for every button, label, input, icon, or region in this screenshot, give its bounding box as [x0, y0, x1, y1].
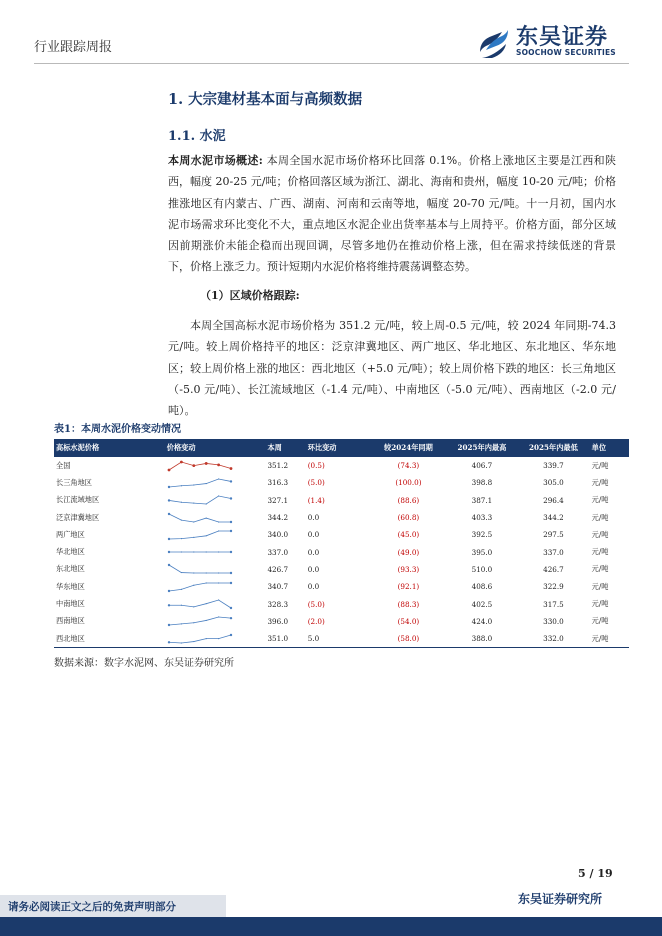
yoy-change: (100.0)	[395, 478, 422, 488]
table-row	[54, 543, 629, 560]
table-row	[54, 578, 629, 595]
year-high: 392.5	[471, 530, 493, 540]
region-name: 长三角地区	[56, 477, 92, 487]
logo-chinese-name: 东吴证券	[516, 25, 609, 50]
sparkline-line	[169, 635, 231, 643]
sparkline-point	[205, 483, 206, 484]
sparkline-point	[205, 582, 206, 583]
sparkline-point	[218, 521, 219, 522]
sparkline-point	[217, 463, 220, 466]
sparkline-chart	[167, 477, 233, 489]
yoy-change: (49.0)	[397, 547, 420, 557]
yoy-change: (93.3)	[397, 564, 420, 574]
wow-change: (1.4)	[307, 495, 325, 505]
sparkline-line	[169, 496, 231, 504]
sparkline-line	[169, 479, 231, 487]
sparkline-point	[168, 590, 170, 592]
region-name: 西北地区	[54, 630, 165, 648]
section-heading-1: 1. 大宗建材基本面与高频数据	[168, 91, 363, 108]
unit: 元/吨	[590, 630, 629, 648]
unit: 元/吨	[591, 547, 609, 557]
unit: 元/吨	[591, 564, 609, 574]
sparkline-point	[168, 624, 170, 626]
sparkline-chart	[167, 494, 233, 506]
price-sparkline	[165, 578, 266, 595]
sparkline-point	[229, 467, 232, 470]
price-sparkline	[165, 543, 266, 560]
sparkline-point	[205, 603, 206, 604]
unit: 元/吨	[591, 495, 609, 505]
overview-lead: 本周水泥市场概述:	[168, 154, 263, 167]
col-header-trend: 价格变动	[165, 439, 266, 457]
price-sparkline	[165, 595, 266, 612]
region-name: 华东地区	[56, 581, 85, 591]
table-caption: 表1：本周水泥价格变动情况	[54, 424, 181, 435]
sparkline-point	[181, 588, 182, 589]
week-price: 340.7	[267, 582, 289, 592]
footer-brand: 东吴证券研究所	[518, 892, 603, 906]
sparkline-point	[167, 468, 170, 471]
sparkline-point	[218, 478, 219, 479]
col-header-max: 2025年内最高	[447, 439, 517, 457]
region-name: 泛京津冀地区	[56, 512, 100, 522]
table-header-row	[54, 439, 629, 457]
sparkline-point	[193, 552, 194, 553]
year-high: 408.6	[471, 582, 493, 592]
sparkline-line	[169, 600, 231, 608]
col-header-yoy: 较2024年同期	[370, 439, 447, 457]
unit: 元/吨	[591, 477, 609, 487]
sparkline-line	[169, 462, 231, 470]
price-sparkline	[165, 474, 266, 491]
col-header-min: 2025年内最低	[517, 439, 590, 457]
price-sparkline	[165, 492, 266, 509]
year-low: 344.2	[543, 513, 564, 523]
yoy-change: (60.8)	[397, 513, 420, 523]
table-row	[54, 492, 629, 509]
sparkline-line	[169, 514, 231, 522]
sparkline-chart	[167, 512, 233, 524]
sparkline-point	[205, 535, 206, 536]
sparkline-point	[181, 519, 182, 520]
sparkline-point	[205, 620, 206, 621]
sparkline-point	[181, 642, 182, 643]
unit: 元/吨	[591, 616, 609, 626]
sparkline-point	[181, 485, 182, 486]
year-low: 305.0	[543, 478, 564, 488]
sparkline-point	[181, 502, 182, 503]
footer-bar	[0, 917, 662, 936]
sparkline-point	[218, 617, 219, 618]
unit: 元/吨	[591, 529, 609, 539]
sparkline-point	[230, 572, 232, 574]
year-low: 317.5	[543, 599, 564, 609]
sparkline-point	[193, 573, 194, 574]
year-low: 332.0	[517, 630, 590, 648]
region-name: 全国	[56, 460, 71, 470]
sparkline-point	[181, 538, 182, 539]
week-price: 351.0	[265, 630, 305, 648]
wow-change: 5.0	[306, 630, 370, 648]
sparkline-point	[192, 464, 195, 467]
sparkline-point	[230, 480, 232, 482]
unit: 元/吨	[591, 599, 609, 609]
year-high: 402.5	[471, 599, 493, 609]
wow-change: (5.0)	[307, 599, 325, 609]
wow-change: 0.0	[307, 564, 320, 574]
overview-text: 本周全国水泥市场价格环比回落 0.1%。价格上涨地区主要是江西和陕西，幅度 20-25 元/吨；价格回落区域为浙江、湖北、海南和贵州，幅度 10-20 元/吨；价格推涨地区有内蒙古、广西、湖南、河南和云南等地，幅度 20-70 元/吨。十一月初，国内水泥市场需求环比变化不大，重点地区水泥企业出货率基本与上周持平。价格方面，部分区域因前期涨价未能企稳而出现回调，尽管多地仍在推动价格上涨，但在需求持续低迷的背景下，价格上涨乏力。预计短期内水泥价格将维持震荡调整态势。	[168, 154, 616, 274]
sparkline-point	[218, 599, 219, 600]
sparkline-point	[205, 552, 206, 553]
table-row	[54, 474, 629, 491]
sparkline-chart	[167, 563, 233, 575]
report-type-label: 行业跟踪周报	[34, 40, 113, 55]
sparkline-point	[168, 551, 170, 553]
sparkline-point	[193, 521, 194, 522]
sparkline-line	[169, 583, 231, 591]
sparkline-line	[169, 565, 231, 573]
sparkline-point	[193, 537, 194, 538]
sparkline-point	[218, 496, 219, 497]
yoy-change: (74.3)	[397, 461, 420, 471]
year-high: 387.1	[471, 495, 493, 505]
yoy-change: (45.0)	[397, 530, 420, 540]
week-price: 337.0	[267, 547, 289, 557]
sparkline-chart	[167, 581, 233, 593]
sparkline-point	[168, 512, 170, 514]
year-low: 426.7	[543, 564, 564, 574]
week-price: 316.3	[267, 478, 289, 488]
page-number: 5 / 19	[578, 867, 613, 880]
col-header-unit: 单位	[590, 439, 629, 457]
sparkline-point	[218, 552, 219, 553]
year-high: 510.0	[471, 564, 493, 574]
yoy-change: (54.0)	[397, 616, 420, 626]
sparkline-point	[205, 517, 206, 518]
week-price: 340.0	[267, 530, 289, 540]
sparkline-point	[168, 486, 170, 488]
region-name: 两广地区	[56, 529, 85, 539]
wow-change: 0.0	[307, 547, 320, 557]
week-price: 344.2	[267, 513, 289, 523]
sparkline-point	[180, 460, 183, 463]
table-row	[54, 526, 629, 543]
yoy-change: (88.3)	[397, 599, 420, 609]
footer-disclaimer-box	[0, 895, 226, 917]
wow-change: (2.0)	[307, 616, 325, 626]
sparkline-point	[168, 538, 170, 540]
section-heading-1-1: 1.1. 水泥	[168, 129, 226, 144]
yoy-change: (92.1)	[397, 582, 420, 592]
price-sparkline	[165, 509, 266, 526]
table-row	[54, 595, 629, 612]
region-name: 中南地区	[56, 599, 85, 609]
soochow-logo-icon	[476, 22, 512, 60]
week-price: 396.0	[267, 616, 289, 626]
sparkline-point	[230, 530, 232, 532]
sparkline-chart	[167, 529, 233, 541]
sparkline-point	[193, 622, 194, 623]
sparkline-chart	[167, 598, 233, 610]
sparkline-point	[230, 582, 232, 584]
sparkline-chart	[167, 460, 233, 472]
sparkline-point	[193, 484, 194, 485]
week-price: 327.1	[267, 495, 289, 505]
wow-change: (0.5)	[307, 461, 325, 471]
cement-price-table	[54, 439, 629, 648]
sparkline-point	[181, 605, 182, 606]
year-high: 424.0	[471, 616, 493, 626]
week-price: 351.2	[267, 461, 289, 471]
year-high: 388.0	[447, 630, 517, 648]
sparkline-point	[230, 498, 232, 500]
footer-disclaimer-text: 请务必阅读正文之后的免责声明部分	[8, 901, 176, 913]
sparkline-line	[169, 531, 231, 539]
sparkline-point	[230, 633, 232, 635]
sparkline-point	[168, 641, 170, 643]
region-name: 华北地区	[56, 547, 85, 557]
sparkline-point	[193, 641, 194, 642]
week-price: 426.7	[267, 564, 289, 574]
wow-change: (5.0)	[307, 478, 325, 488]
sparkline-point	[205, 462, 208, 465]
sparkline-point	[168, 604, 170, 606]
sparkline-chart	[167, 633, 233, 645]
year-low: 297.5	[543, 530, 564, 540]
table-row	[54, 613, 629, 630]
region-name: 西南地区	[56, 616, 85, 626]
col-header-price: 高标水泥价格	[54, 439, 165, 457]
yoy-change: (88.6)	[397, 495, 420, 505]
sparkline-point	[205, 573, 206, 574]
price-sparkline	[165, 630, 266, 648]
year-high: 398.8	[471, 478, 493, 488]
unit: 元/吨	[591, 460, 609, 470]
year-low: 330.0	[543, 616, 564, 626]
price-sparkline	[165, 613, 266, 630]
col-header-wow: 环比变动	[306, 439, 370, 457]
sparkline-point	[230, 520, 232, 522]
price-sparkline	[165, 561, 266, 578]
table-row	[54, 457, 629, 474]
col-header-week: 本周	[265, 439, 305, 457]
data-source-note: 数据来源：数字水泥网、东吴证券研究所	[54, 658, 234, 669]
table-row	[54, 509, 629, 526]
sparkline-point	[193, 503, 194, 504]
year-low: 339.7	[543, 461, 564, 471]
unit: 元/吨	[591, 512, 609, 522]
regional-price-heading: （1）区域价格跟踪:	[200, 289, 300, 302]
sparkline-line	[169, 617, 231, 625]
regional-price-paragraph: 本周全国高标水泥市场价格为 351.2 元/吨，较上周-0.5 元/吨，较 2024 年同期-74.3 元/吨。较上周价格持平的地区：泛京津冀地区、两广地区、华北地区、东北地区、华东地区；较上周价格上涨的地区：西北地区（+5.0 元/吨）；较上周价格下跌的地区：长三角地区（-5.0 元/吨）、长江流域地区（-1.4 元/吨）、中南地区（-5.0 元/吨）、西南地区（-2.0 元/吨）。	[168, 319, 616, 418]
year-low: 337.0	[543, 547, 564, 557]
sparkline-chart	[167, 615, 233, 627]
sparkline-point	[181, 552, 182, 553]
table-row	[54, 630, 629, 648]
year-low: 296.4	[543, 495, 564, 505]
year-high: 395.0	[471, 547, 493, 557]
sparkline-point	[181, 624, 182, 625]
sparkline-point	[230, 617, 232, 619]
year-high: 403.3	[471, 513, 493, 523]
header-divider	[34, 63, 629, 64]
sparkline-point	[205, 638, 206, 639]
cement-overview-paragraph	[168, 150, 616, 278]
sparkline-point	[218, 573, 219, 574]
sparkline-point	[230, 607, 232, 609]
wow-change: 0.0	[307, 582, 320, 592]
sparkline-point	[181, 572, 182, 573]
logo-english-name: SOOCHOW SECURITIES	[516, 48, 616, 57]
sparkline-chart	[167, 546, 233, 558]
wow-change: 0.0	[307, 513, 320, 523]
sparkline-point	[218, 638, 219, 639]
price-sparkline	[165, 457, 266, 474]
region-name: 长江流域地区	[56, 495, 100, 505]
price-sparkline	[165, 526, 266, 543]
year-low: 322.9	[543, 582, 564, 592]
table-row	[54, 561, 629, 578]
company-logo	[476, 20, 626, 62]
sparkline-point	[218, 582, 219, 583]
unit: 元/吨	[591, 581, 609, 591]
wow-change: 0.0	[307, 530, 320, 540]
sparkline-point	[193, 584, 194, 585]
sparkline-point	[205, 504, 206, 505]
yoy-change: (58.0)	[370, 630, 447, 648]
sparkline-point	[193, 606, 194, 607]
region-name: 东北地区	[56, 564, 85, 574]
sparkline-point	[168, 564, 170, 566]
sparkline-point	[218, 530, 219, 531]
sparkline-point	[168, 499, 170, 501]
week-price: 328.3	[267, 599, 289, 609]
sparkline-point	[230, 551, 232, 553]
year-high: 406.7	[471, 461, 493, 471]
